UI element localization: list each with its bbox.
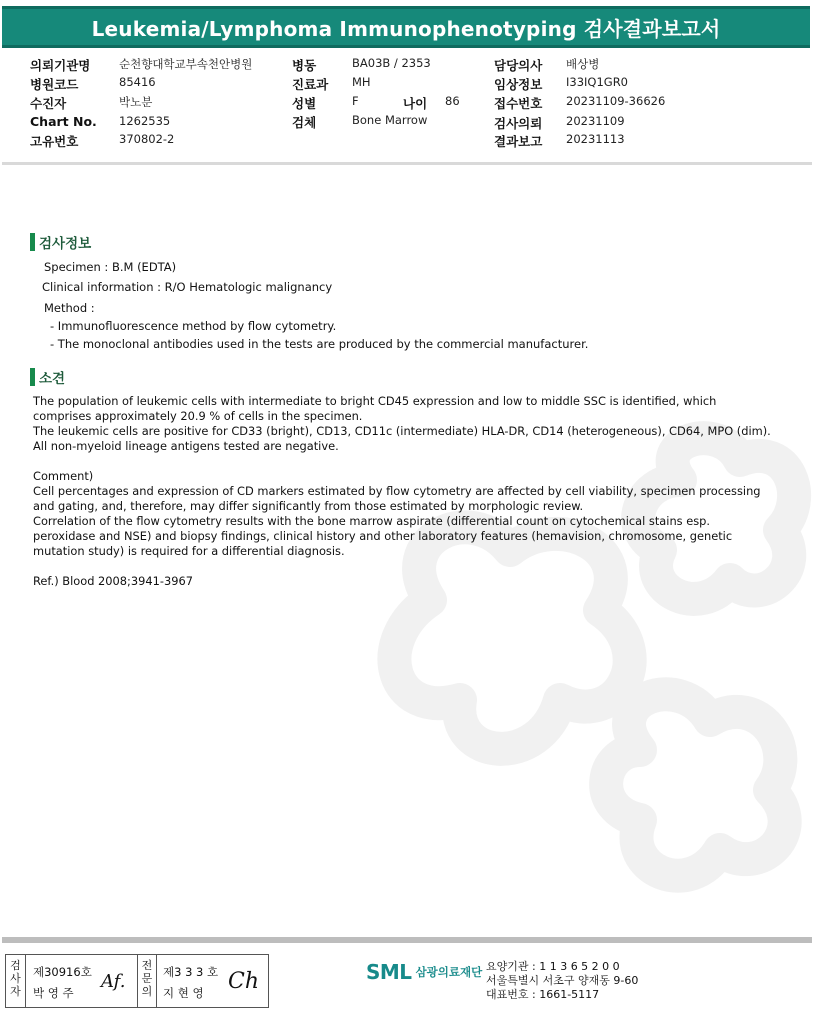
info-label: 고유번호 (30, 134, 79, 149)
info-value: 1262535 (119, 114, 171, 128)
section-test-info (30, 232, 91, 252)
section-heading: 검사정보 (39, 236, 92, 252)
institution-code: 요양기관 : 1 1 3 6 5 2 0 0 (486, 960, 620, 973)
method-label: Method : (44, 301, 95, 315)
findings-paragraph: The population of leukemic cells with intermediate to bright CD45 expression and low to middle SSC is identified, which comprises approximately 20.9 % of cells in the specimen. The leukemic cells are positive for CD33 (bright), CD13, CD11c (intermediate) HLA-DR, CD14 (heterogeneous), CD64, MPO (dim). All non-myeloid lineage antigens tested are negative. (33, 394, 771, 453)
info-label: 임상정보 (494, 77, 543, 92)
org-address (486, 960, 638, 1002)
info-value: I33IQ1GR0 (566, 75, 629, 89)
method-item: - The monoclonal antibodies used in the tests are produced by the commercial manufacturer. (50, 337, 589, 351)
info-value: 20231109-36626 (566, 94, 666, 108)
info-label-age: 나이 (403, 96, 428, 111)
section-findings (30, 367, 65, 387)
info-value: BA03B / 2353 (352, 56, 431, 70)
section-heading: 소견 (39, 371, 66, 387)
info-value: F (352, 94, 359, 108)
address-line: 서울특별시 서초구 양재동 9-60 (486, 974, 639, 987)
comment-paragraph: Comment) Cell percentages and expression of CD markers estimated by flow cytometry are affected by cell viability, specimen processing and gating, and, therefore, may differ significantly from those estimated by morphologic review. Correlation of the flow cytometry results with the bone marrow aspirate (differential count on cytochemical stains esp. peroxidase and NSE) and biopsy findings, clinical history and other laboratory features (hemavision, chromosome, genetic mutation study) is required for a differential diagnosis. (33, 469, 761, 558)
tester-license: 제30916호 (33, 965, 92, 979)
section-marker (30, 233, 35, 251)
signature-box (5, 954, 269, 1008)
info-value: 20231109 (566, 114, 625, 128)
org-name: 삼광의료재단 (415, 965, 483, 979)
info-label: 검체 (292, 115, 317, 130)
info-label: Chart No. (30, 114, 97, 129)
tester-label: 검사자 (6, 955, 26, 1007)
reviewer-name: 지 현 영 (163, 986, 204, 1000)
info-label: 담당의사 (494, 58, 543, 73)
tester-signature: Af. (101, 971, 126, 992)
header-divider (2, 162, 812, 165)
info-label: 결과보고 (494, 134, 543, 149)
info-value: 20231113 (566, 132, 625, 146)
info-label: 병동 (292, 58, 317, 73)
clinical-info-line: Clinical information : R/O Hematologic malignancy (42, 280, 333, 294)
info-label: 수진자 (30, 96, 67, 111)
info-label: 진료과 (292, 77, 329, 92)
info-value: 박노분 (119, 95, 153, 109)
info-label: 병원코드 (30, 77, 79, 92)
reviewer-label: 전문의 (137, 955, 157, 1007)
info-value: 85416 (119, 75, 156, 89)
info-value-age: 86 (445, 94, 460, 108)
info-label: 의뢰기관명 (30, 58, 91, 73)
phone-line: 대표번호 : 1661-5117 (486, 988, 600, 1001)
tester-name: 박 영 주 (33, 986, 74, 1000)
info-value: 순천향대학교부속천안병원 (119, 57, 253, 71)
report-title-bar (2, 6, 810, 48)
method-item: - Immunofluorescence method by flow cytometry. (50, 319, 337, 333)
logo-text: SML (366, 960, 412, 984)
section-marker (30, 368, 35, 386)
info-value: 370802-2 (119, 132, 175, 146)
sml-logo (366, 960, 482, 984)
info-label: 접수번호 (494, 96, 543, 111)
findings-body (33, 394, 778, 589)
info-label: 성별 (292, 96, 317, 111)
info-label: 검사의뢰 (494, 116, 543, 131)
reviewer-signature: Ch (228, 969, 260, 994)
reviewer-license: 제3 3 3 호 (163, 965, 219, 979)
info-value: Bone Marrow (352, 113, 428, 127)
info-value: 배상병 (566, 57, 600, 71)
report-title: Leukemia/Lymphoma Immunophenotyping 검사결과보고서 (91, 16, 721, 41)
specimen-line: Specimen : B.M (EDTA) (44, 260, 177, 274)
info-value: MH (352, 75, 371, 89)
reference-line: Ref.) Blood 2008;3941-3967 (33, 574, 193, 588)
footer-divider (2, 937, 812, 943)
